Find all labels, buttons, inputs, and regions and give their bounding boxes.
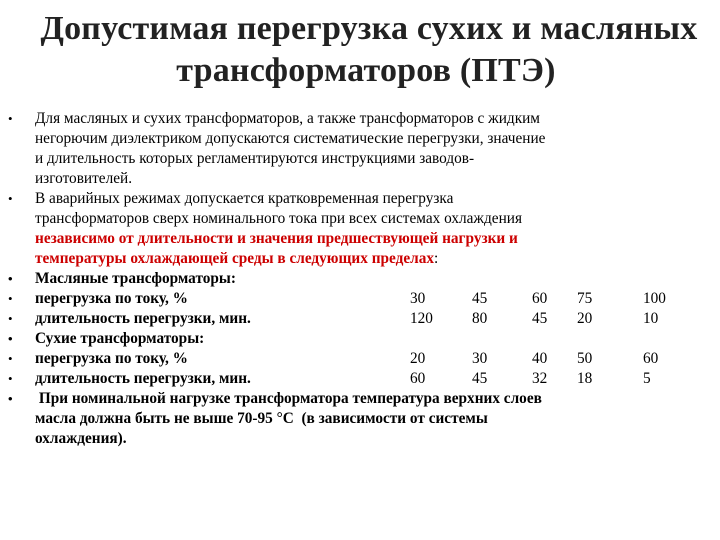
colon-punctuation: : — [434, 250, 439, 267]
paragraph-line: охлаждения). — [35, 430, 127, 447]
bullet-item-oil-heading — [8, 269, 708, 289]
bullet-icon: • — [8, 331, 13, 346]
paragraph-line: и длительность которых регламентируются инструкциями заводов- — [35, 150, 475, 167]
bullet-icon: • — [8, 271, 13, 286]
slide-title-line-2: трансформаторов (ПТЭ) — [176, 52, 556, 89]
bullet-icon: • — [8, 311, 13, 326]
dry-duration-value: 18 — [577, 370, 593, 387]
oil-duration-value: 80 — [472, 310, 488, 327]
oil-overload-value: 75 — [577, 290, 593, 307]
dry-overload-label: перегрузка по току, % — [35, 350, 188, 367]
bullet-item-dry-heading — [8, 329, 708, 349]
section-heading-dry: Сухие трансформаторы: — [35, 330, 205, 347]
dry-overload-value: 50 — [577, 350, 593, 367]
bullet-item-oil-duration-row — [8, 309, 708, 329]
oil-duration-value: 120 — [410, 310, 433, 327]
bullet-item-oil-overload-row — [8, 289, 708, 309]
slide-title — [0, 8, 720, 92]
bullet-item-oil-temperature-note — [8, 389, 708, 449]
oil-overload-value: 45 — [472, 290, 488, 307]
bullet-icon: • — [8, 351, 13, 366]
paragraph-line: масла должна быть не выше 70-95 °С (в зависимости от системы — [35, 410, 488, 427]
dry-overload-value: 60 — [643, 350, 659, 367]
dry-overload-value: 40 — [532, 350, 548, 367]
bullet-item-dry-duration-row — [8, 369, 708, 389]
bullet-icon: • — [8, 391, 13, 406]
dry-duration-label: длительность перегрузки, мин. — [35, 370, 251, 387]
slide-body — [8, 109, 708, 449]
bullet-icon: • — [8, 191, 13, 206]
bullet-icon: • — [8, 291, 13, 306]
oil-duration-value: 45 — [532, 310, 548, 327]
dry-overload-value: 30 — [472, 350, 488, 367]
paragraph-line: изготовителей. — [35, 170, 133, 187]
paragraph-line: трансформаторов сверх номинального тока при всех системах охлаждения — [35, 210, 522, 227]
bullet-item-emergency-overloads — [8, 189, 708, 269]
bullet-icon: • — [8, 111, 13, 126]
dry-duration-value: 32 — [532, 370, 548, 387]
oil-duration-label: длительность перегрузки, мин. — [35, 310, 251, 327]
bullet-item-dry-overload-row — [8, 349, 708, 369]
highlighted-condition-line: независимо от длительности и значения предшествующей нагрузки и — [35, 230, 518, 247]
oil-overload-value: 60 — [532, 290, 548, 307]
highlighted-condition-line: температуры охлаждающей среды в следующих пределах — [35, 250, 435, 267]
section-heading-oil: Масляные трансформаторы: — [35, 270, 236, 287]
oil-duration-value: 10 — [643, 310, 659, 327]
bullet-item-systematic-overloads — [8, 109, 708, 189]
dry-duration-value: 5 — [643, 370, 651, 387]
paragraph-line: При номинальной нагрузке трансформатора температура верхних слоев — [35, 390, 542, 407]
oil-overload-value: 100 — [643, 290, 666, 307]
paragraph-line: Для масляных и сухих трансформаторов, а также трансформаторов с жидким — [35, 110, 540, 127]
dry-overload-value: 20 — [410, 350, 426, 367]
paragraph-line: В аварийных режимах допускается кратковременная перегрузка — [35, 190, 454, 207]
dry-duration-value: 45 — [472, 370, 488, 387]
dry-duration-value: 60 — [410, 370, 426, 387]
bullet-icon: • — [8, 371, 13, 386]
oil-overload-value: 30 — [410, 290, 426, 307]
slide-title-line-1: Допустимая перегрузка сухих и масляных — [40, 10, 698, 47]
paragraph-line: негорючим диэлектриком допускаются систематические перегрузки, значение — [35, 130, 546, 147]
oil-overload-label: перегрузка по току, % — [35, 290, 188, 307]
oil-duration-value: 20 — [577, 310, 593, 327]
